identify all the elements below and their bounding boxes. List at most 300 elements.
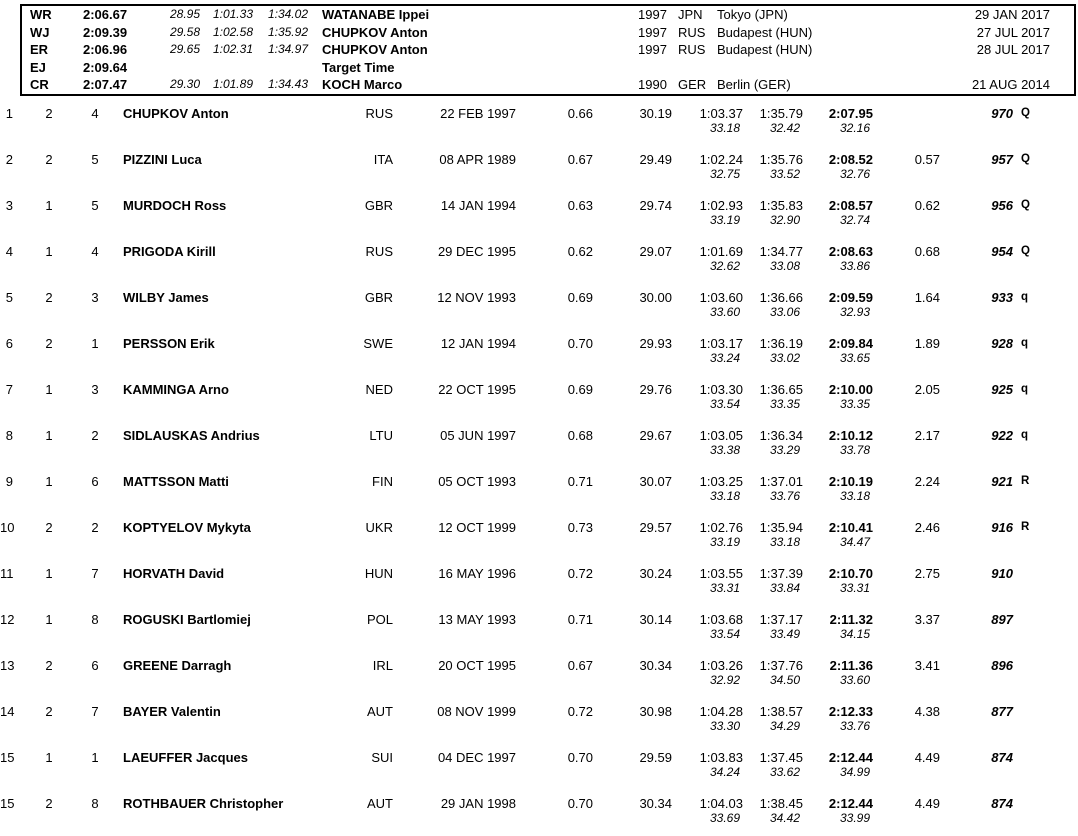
record-holder-name: CHUPKOV Anton <box>322 42 428 58</box>
record-nation: GER <box>678 77 707 93</box>
nation-code: FIN <box>372 474 393 489</box>
record-split-100m: 1:01.89 <box>212 77 253 92</box>
final-time: 2:08.52 <box>828 152 873 167</box>
rank: 12 <box>0 612 15 627</box>
record-row <box>22 76 1074 94</box>
time-150m: 1:35.79 <box>759 106 803 121</box>
final-time: 2:12.44 <box>828 796 873 811</box>
time-100m: 1:03.37 <box>699 106 743 121</box>
lap-split-100m: 33.54 <box>709 397 740 411</box>
lap-split-final: 34.47 <box>839 535 870 549</box>
swimmer-name: BAYER Valentin <box>123 704 221 719</box>
swimmer-name: CHUPKOV Anton <box>123 106 229 121</box>
lap-split-150m: 33.49 <box>769 627 800 641</box>
lane-number: 4 <box>91 244 99 259</box>
record-split-150m: 1:35.92 <box>267 24 308 39</box>
lap-split-150m: 34.50 <box>769 673 800 687</box>
result-row <box>0 428 1078 474</box>
lane-number: 6 <box>91 658 99 673</box>
lap-split-150m: 33.02 <box>769 351 800 365</box>
time-100m: 1:04.03 <box>699 796 743 811</box>
time-100m: 1:03.26 <box>699 658 743 673</box>
time-150m: 1:38.45 <box>759 796 803 811</box>
qualification-mark: q <box>1021 429 1029 441</box>
rank: 7 <box>5 382 13 397</box>
time-50m: 30.19 <box>639 106 672 121</box>
fina-points: 925 <box>991 382 1013 397</box>
record-code: EJ <box>30 59 46 75</box>
record-code: CR <box>30 77 49 93</box>
record-split-50m: 29.58 <box>169 24 200 39</box>
nation-code: SUI <box>371 750 393 765</box>
nation-code: LTU <box>369 428 393 443</box>
time-100m: 1:02.93 <box>699 198 743 213</box>
time-behind: 3.37 <box>914 612 940 627</box>
rank: 14 <box>0 704 15 719</box>
nation-code: GBR <box>364 290 393 305</box>
lap-split-100m: 33.60 <box>709 305 740 319</box>
time-100m: 1:02.24 <box>699 152 743 167</box>
lap-split-150m: 33.76 <box>769 489 800 503</box>
time-150m: 1:37.76 <box>759 658 803 673</box>
lap-split-100m: 33.69 <box>709 811 740 825</box>
rank: 11 <box>0 566 14 581</box>
time-behind: 4.49 <box>914 796 940 811</box>
lap-split-150m: 33.06 <box>769 305 800 319</box>
fina-points: 874 <box>991 750 1013 765</box>
lane-number: 1 <box>91 336 99 351</box>
lane-number: 3 <box>91 382 99 397</box>
lane-number: 6 <box>91 474 99 489</box>
record-split-100m: 1:02.31 <box>212 42 253 57</box>
birthdate: 13 MAY 1993 <box>438 612 516 627</box>
record-split-50m: 29.30 <box>169 77 200 92</box>
lane-number: 7 <box>91 566 99 581</box>
reaction-time: 0.71 <box>567 612 593 627</box>
qualification-mark: Q <box>1021 245 1030 257</box>
final-time: 2:12.33 <box>828 704 873 719</box>
lap-split-100m: 32.75 <box>709 167 740 181</box>
time-behind: 1.89 <box>914 336 940 351</box>
lap-split-final: 33.76 <box>839 719 870 733</box>
lap-split-100m: 33.24 <box>709 351 740 365</box>
time-50m: 30.24 <box>639 566 672 581</box>
heat-number: 1 <box>45 198 53 213</box>
result-row <box>0 566 1078 612</box>
lap-split-final: 33.65 <box>839 351 870 365</box>
heat-number: 2 <box>45 290 53 305</box>
reaction-time: 0.67 <box>567 152 593 167</box>
reaction-time: 0.67 <box>567 658 593 673</box>
reaction-time: 0.68 <box>567 428 593 443</box>
lap-split-final: 33.99 <box>839 811 870 825</box>
record-location: Budapest (HUN) <box>717 42 813 58</box>
time-behind: 4.38 <box>914 704 940 719</box>
qualification-mark <box>1013 566 1078 581</box>
record-date <box>967 59 1074 77</box>
reaction-time: 0.63 <box>567 198 593 213</box>
lap-split-final: 33.31 <box>839 581 870 595</box>
record-time: 2:09.64 <box>83 59 128 75</box>
heat-number: 2 <box>45 106 53 121</box>
fina-points: 954 <box>991 244 1013 259</box>
reaction-time: 0.71 <box>567 474 593 489</box>
heat-number: 2 <box>45 796 53 811</box>
lap-split-final: 33.18 <box>839 489 870 503</box>
time-behind: 2.17 <box>914 428 940 443</box>
records-box <box>20 4 1076 96</box>
fina-points: 928 <box>991 336 1013 351</box>
lap-split-100m: 33.38 <box>709 443 740 457</box>
birthdate: 12 OCT 1999 <box>438 520 516 535</box>
record-split-150m: 1:34.02 <box>267 7 308 21</box>
lap-split-final: 33.35 <box>839 397 870 411</box>
swimmer-name: GREENE Darragh <box>123 658 232 673</box>
qualification-mark <box>1013 796 1078 811</box>
fina-points: 874 <box>991 796 1013 811</box>
lap-split-150m: 32.90 <box>769 213 800 227</box>
lap-split-final: 32.74 <box>839 213 870 227</box>
time-50m: 30.14 <box>639 612 672 627</box>
record-date: 28 JUL 2017 <box>976 42 1050 58</box>
time-behind: 3.41 <box>914 658 940 673</box>
time-100m: 1:04.28 <box>699 704 743 719</box>
rank: 6 <box>5 336 13 351</box>
time-50m: 29.49 <box>639 152 672 167</box>
lap-split-150m: 33.35 <box>769 397 800 411</box>
time-50m: 29.76 <box>639 382 672 397</box>
fina-points: 916 <box>991 520 1013 535</box>
fina-points: 970 <box>991 106 1013 121</box>
record-birth-year <box>638 59 678 77</box>
nation-code: RUS <box>365 106 393 121</box>
lane-number: 2 <box>91 428 99 443</box>
record-location: Berlin (GER) <box>717 77 791 93</box>
time-50m: 29.07 <box>639 244 672 259</box>
record-time: 2:06.96 <box>83 42 128 58</box>
lane-number: 8 <box>91 796 99 811</box>
lap-split-final: 33.78 <box>839 443 870 457</box>
nation-code: NED <box>365 382 393 397</box>
birthdate: 08 APR 1989 <box>439 152 516 167</box>
time-150m: 1:37.45 <box>759 750 803 765</box>
nation-code: GBR <box>364 198 393 213</box>
heat-number: 1 <box>45 428 53 443</box>
fina-points: 922 <box>991 428 1013 443</box>
time-150m: 1:36.65 <box>759 382 803 397</box>
rank: 10 <box>0 520 15 535</box>
time-100m: 1:03.55 <box>699 566 743 581</box>
result-row <box>0 520 1078 566</box>
record-birth-year: 1997 <box>638 42 667 58</box>
result-row <box>0 658 1078 704</box>
record-location: Budapest (HUN) <box>717 24 813 40</box>
record-split-100m: 1:01.33 <box>212 7 253 21</box>
lap-split-150m: 33.52 <box>769 167 800 181</box>
heat-number: 2 <box>45 520 53 535</box>
birthdate: 29 DEC 1995 <box>437 244 516 259</box>
heat-number: 2 <box>45 658 53 673</box>
time-50m: 29.74 <box>639 198 672 213</box>
lane-number: 2 <box>91 520 99 535</box>
record-holder-name: KOCH Marco <box>322 77 403 93</box>
heat-number: 1 <box>45 244 53 259</box>
nation-code: HUN <box>364 566 393 581</box>
record-split-50m: 28.95 <box>169 7 200 21</box>
qualification-mark: Q <box>1021 199 1030 211</box>
record-location <box>717 59 967 77</box>
time-50m: 29.57 <box>639 520 672 535</box>
time-100m: 1:03.60 <box>699 290 743 305</box>
time-50m: 29.93 <box>639 336 672 351</box>
record-row <box>22 41 1074 59</box>
lane-number: 5 <box>91 198 99 213</box>
time-50m: 30.34 <box>639 658 672 673</box>
result-row <box>0 796 1078 836</box>
record-holder-name: CHUPKOV Anton <box>322 24 428 40</box>
time-50m: 30.34 <box>639 796 672 811</box>
time-50m: 30.07 <box>639 474 672 489</box>
lap-split-150m: 33.84 <box>769 581 800 595</box>
heat-number: 1 <box>45 566 53 581</box>
lap-split-150m: 33.29 <box>769 443 800 457</box>
time-behind: 0.68 <box>914 244 940 259</box>
lap-split-final: 32.16 <box>839 121 870 135</box>
record-split-100m: 1:02.58 <box>212 24 253 39</box>
time-150m: 1:35.83 <box>759 198 803 213</box>
record-time: 2:07.47 <box>83 77 128 93</box>
record-split-150m: 1:34.97 <box>267 42 308 57</box>
time-100m: 1:03.05 <box>699 428 743 443</box>
fina-points: 933 <box>991 290 1013 305</box>
result-row <box>0 290 1078 336</box>
final-time: 2:10.19 <box>828 474 873 489</box>
time-150m: 1:36.19 <box>759 336 803 351</box>
lap-split-100m: 33.18 <box>709 121 740 135</box>
record-split-50m: 29.65 <box>169 42 200 57</box>
result-row <box>0 152 1078 198</box>
swimmer-name: PIZZINI Luca <box>123 152 202 167</box>
lap-split-100m: 33.30 <box>709 719 740 733</box>
record-birth-year: 1997 <box>638 24 667 40</box>
record-nation: RUS <box>678 42 706 58</box>
lap-split-100m: 32.62 <box>709 259 740 273</box>
qualification-mark: R <box>1021 521 1030 533</box>
swimmer-name: MATTSSON Matti <box>123 474 229 489</box>
result-row <box>0 750 1078 796</box>
time-150m: 1:37.39 <box>759 566 803 581</box>
rank: 1 <box>5 106 13 121</box>
result-row <box>0 106 1078 152</box>
time-150m: 1:36.66 <box>759 290 803 305</box>
time-behind: 2.05 <box>914 382 940 397</box>
lap-split-150m: 33.62 <box>769 765 800 779</box>
rank: 15 <box>0 796 15 811</box>
record-code: WR <box>30 7 52 22</box>
swimmer-name: ROGUSKI Bartlomiej <box>123 612 251 627</box>
fina-points: 956 <box>991 198 1013 213</box>
record-row <box>22 59 1074 77</box>
heat-number: 1 <box>45 474 53 489</box>
time-100m: 1:03.30 <box>699 382 743 397</box>
birthdate: 14 JAN 1994 <box>440 198 516 213</box>
reaction-time: 0.72 <box>567 704 593 719</box>
reaction-time: 0.66 <box>567 106 593 121</box>
swimmer-name: HORVATH David <box>123 566 225 581</box>
lap-split-100m: 33.31 <box>709 581 740 595</box>
nation-code: POL <box>366 612 393 627</box>
time-100m: 1:03.68 <box>699 612 743 627</box>
qualification-mark: q <box>1021 383 1029 395</box>
lap-split-final: 34.15 <box>839 627 870 641</box>
lap-split-final: 33.60 <box>839 673 870 687</box>
lap-split-final: 32.93 <box>839 305 870 319</box>
time-150m: 1:37.01 <box>759 474 803 489</box>
heat-number: 1 <box>45 750 53 765</box>
qualification-mark: Q <box>1021 153 1030 165</box>
time-behind <box>873 106 940 121</box>
result-row <box>0 382 1078 428</box>
birthdate: 12 NOV 1993 <box>437 290 516 305</box>
final-time: 2:11.36 <box>829 658 873 673</box>
lane-number: 5 <box>91 152 99 167</box>
record-holder-name: Target Time <box>322 59 395 75</box>
rank: 3 <box>5 198 13 213</box>
birthdate: 29 JAN 1998 <box>440 796 516 811</box>
reaction-time: 0.69 <box>567 382 593 397</box>
nation-code: UKR <box>365 520 393 535</box>
time-100m: 1:03.25 <box>699 474 743 489</box>
record-code: WJ <box>30 24 50 40</box>
lane-number: 7 <box>91 704 99 719</box>
result-row <box>0 244 1078 290</box>
result-row <box>0 336 1078 382</box>
time-behind: 0.62 <box>914 198 940 213</box>
lane-number: 8 <box>91 612 99 627</box>
birthdate: 05 JUN 1997 <box>440 428 516 443</box>
time-behind: 2.46 <box>914 520 940 535</box>
lap-split-final: 34.99 <box>839 765 870 779</box>
final-time: 2:08.63 <box>828 244 873 259</box>
lane-number: 3 <box>91 290 99 305</box>
birthdate: 20 OCT 1995 <box>438 658 516 673</box>
swimmer-name: PRIGODA Kirill <box>123 244 216 259</box>
time-100m: 1:03.17 <box>699 336 743 351</box>
lap-split-final: 33.86 <box>839 259 870 273</box>
rank: 15 <box>0 750 15 765</box>
birthdate: 22 FEB 1997 <box>440 106 516 121</box>
time-50m: 29.59 <box>639 750 672 765</box>
fina-points: 897 <box>991 612 1013 627</box>
reaction-time: 0.70 <box>567 750 593 765</box>
heat-number: 2 <box>45 152 53 167</box>
final-time: 2:10.70 <box>828 566 873 581</box>
swimmer-name: WILBY James <box>123 290 209 305</box>
record-nation <box>678 59 717 77</box>
birthdate: 16 MAY 1996 <box>438 566 516 581</box>
lap-split-150m: 34.29 <box>769 719 800 733</box>
record-nation: RUS <box>678 24 706 40</box>
record-date: 29 JAN 2017 <box>974 7 1050 22</box>
swimmer-name: LAEUFFER Jacques <box>123 750 248 765</box>
final-time: 2:11.32 <box>829 612 873 627</box>
record-split-150m: 1:34.43 <box>267 77 308 92</box>
record-time: 2:09.39 <box>83 24 128 40</box>
lap-split-100m: 32.92 <box>709 673 740 687</box>
time-150m: 1:36.34 <box>759 428 803 443</box>
time-100m: 1:02.76 <box>699 520 743 535</box>
qualification-mark: R <box>1021 475 1030 487</box>
fina-points: 877 <box>991 704 1013 719</box>
rank: 8 <box>5 428 13 443</box>
swimmer-name: PERSSON Erik <box>123 336 215 351</box>
record-holder-name: WATANABE Ippei <box>322 7 430 22</box>
time-behind: 2.75 <box>914 566 940 581</box>
nation-code: ITA <box>373 152 393 167</box>
final-time: 2:07.95 <box>828 106 873 121</box>
lap-split-100m: 33.54 <box>709 627 740 641</box>
time-50m: 30.98 <box>639 704 672 719</box>
time-behind: 0.57 <box>914 152 940 167</box>
qualification-mark <box>1013 658 1078 673</box>
heat-number: 1 <box>45 382 53 397</box>
lap-split-100m: 33.19 <box>709 535 740 549</box>
result-row <box>0 612 1078 658</box>
time-behind: 2.24 <box>914 474 940 489</box>
birthdate: 22 OCT 1995 <box>438 382 516 397</box>
final-time: 2:10.41 <box>828 520 873 535</box>
reaction-time: 0.62 <box>567 244 593 259</box>
final-time: 2:09.84 <box>828 336 873 351</box>
result-row <box>0 474 1078 520</box>
qualification-mark: q <box>1021 337 1029 349</box>
time-150m: 1:37.17 <box>759 612 803 627</box>
nation-code: AUT <box>367 796 393 811</box>
fina-points: 896 <box>991 658 1013 673</box>
birthdate: 08 NOV 1999 <box>437 704 516 719</box>
reaction-time: 0.70 <box>567 336 593 351</box>
time-100m: 1:01.69 <box>699 244 743 259</box>
result-row <box>0 198 1078 244</box>
lap-split-100m: 34.24 <box>709 765 740 779</box>
reaction-time: 0.73 <box>567 520 593 535</box>
time-150m: 1:35.76 <box>759 152 803 167</box>
time-50m: 29.67 <box>639 428 672 443</box>
qualification-mark: q <box>1021 291 1029 303</box>
swimmer-name: SIDLAUSKAS Andrius <box>123 428 260 443</box>
record-code: ER <box>30 42 49 58</box>
time-50m: 30.00 <box>639 290 672 305</box>
time-behind: 4.49 <box>914 750 940 765</box>
record-row <box>22 24 1074 42</box>
record-nation: JPN <box>678 7 703 22</box>
fina-points: 957 <box>991 152 1013 167</box>
final-time: 2:09.59 <box>828 290 873 305</box>
time-100m: 1:03.83 <box>699 750 743 765</box>
birthdate: 04 DEC 1997 <box>437 750 516 765</box>
rank: 13 <box>0 658 15 673</box>
lap-split-100m: 33.19 <box>709 213 740 227</box>
time-150m: 1:38.57 <box>759 704 803 719</box>
lap-split-150m: 34.42 <box>769 811 800 825</box>
lane-number: 4 <box>91 106 99 121</box>
record-split-50m <box>163 59 200 77</box>
birthdate: 12 JAN 1994 <box>440 336 516 351</box>
lap-split-150m: 33.18 <box>769 535 800 549</box>
reaction-time: 0.72 <box>567 566 593 581</box>
heat-number: 2 <box>45 704 53 719</box>
record-birth-year: 1990 <box>638 77 667 93</box>
